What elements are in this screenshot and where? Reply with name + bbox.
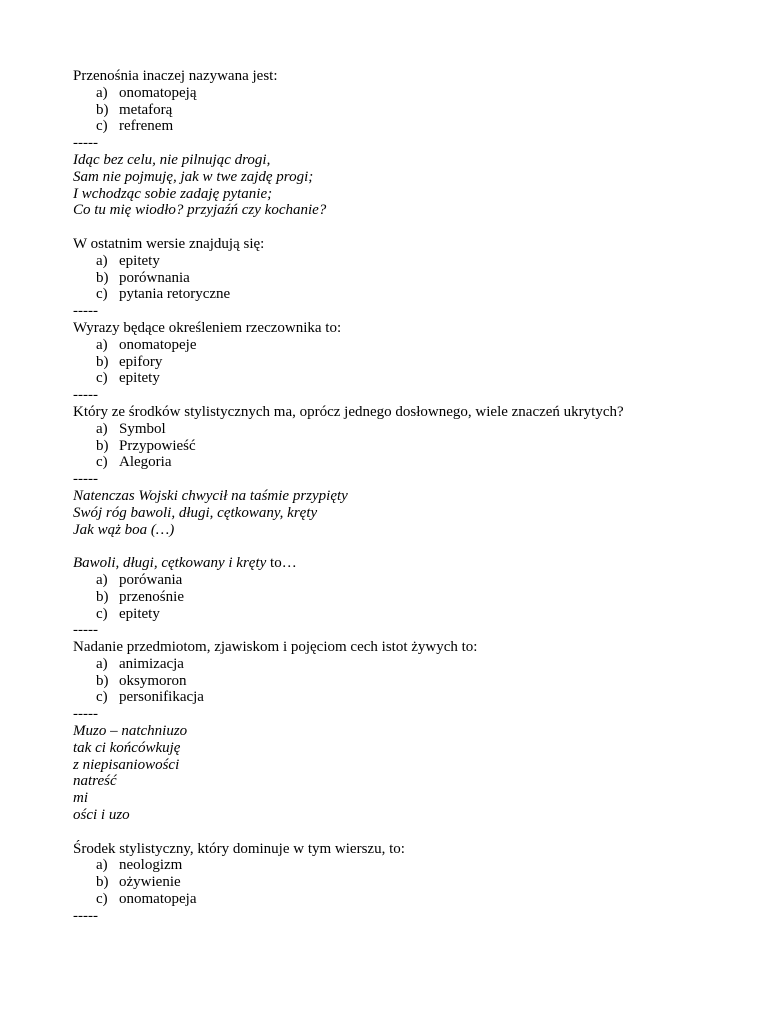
poem-line: Co tu mię wiodło? przyjaźń czy kochanie?: [73, 202, 327, 219]
option-label: b): [96, 588, 109, 605]
option-label: c): [96, 891, 108, 908]
separator: -----: [73, 303, 98, 320]
option-label: b): [96, 874, 109, 891]
option-text: epitety: [119, 370, 160, 387]
poem-line: Natenczas Wojski chwycił na taśmie przypięty: [73, 487, 348, 504]
question-prompt-7: Środek stylistyczny, który dominuje w tym wierszu, to:: [73, 840, 405, 857]
option-label: a): [96, 571, 108, 588]
question-text-5: [73, 555, 733, 572]
answer-option-6-c: [73, 689, 733, 706]
spacer: [73, 538, 733, 555]
quiz-document: [73, 68, 733, 925]
option-text: animizacja: [119, 655, 184, 672]
answer-option-2-b: [73, 270, 733, 287]
question-text-2: [73, 236, 733, 253]
poem-line: z niepisaniowości: [73, 756, 180, 773]
poem-line: natreść: [73, 773, 117, 790]
option-text: metaforą: [119, 101, 173, 118]
answer-option-7-a: [73, 857, 733, 874]
option-text: porówania: [119, 571, 183, 588]
option-text: oksymoron: [119, 672, 187, 689]
option-text: neologizm: [119, 857, 183, 874]
separator: -----: [73, 387, 98, 404]
option-label: b): [96, 437, 109, 454]
option-text: Symbol: [119, 420, 166, 437]
question-text-1: [73, 68, 733, 85]
option-text: epitety: [119, 252, 160, 269]
poem-line: ości i uzo: [73, 807, 130, 824]
question-text-4: [73, 404, 733, 421]
answer-option-5-b: [73, 589, 733, 606]
question-prompt-1: Przenośnia inaczej nazywana jest:: [73, 68, 278, 84]
option-label: a): [96, 336, 108, 353]
option-text: personifikacja: [119, 689, 204, 706]
question-quote-5: Bawoli, długi, cętkowany i kręty: [73, 555, 267, 572]
answer-option-2-c: [73, 286, 733, 303]
option-label: b): [96, 672, 109, 689]
answer-option-3-a: [73, 337, 733, 354]
answer-option-4-b: [73, 438, 733, 455]
poem-line: Swój róg bawoli, długi, cętkowany, kręty: [73, 504, 318, 521]
option-label: c): [96, 454, 108, 471]
answer-option-7-b: [73, 874, 733, 891]
option-label: a): [96, 857, 108, 874]
poem-excerpt-2: [73, 488, 733, 538]
spacer: [73, 219, 733, 236]
option-text: porównania: [119, 269, 190, 286]
option-text: ożywienie: [119, 874, 181, 891]
option-label: b): [96, 101, 109, 118]
option-text: onomatopeją: [119, 84, 197, 101]
option-label: c): [96, 118, 108, 135]
question-text-7: [73, 841, 733, 858]
option-label: c): [96, 370, 108, 387]
poem-line: Idąc bez celu, nie pilnując drogi,: [73, 151, 271, 168]
option-text: Alegoria: [119, 454, 172, 471]
option-text: przenośnie: [119, 588, 184, 605]
option-text: epitety: [119, 605, 160, 622]
option-label: b): [96, 269, 109, 286]
answer-option-4-c: [73, 454, 733, 471]
answer-option-1-b: [73, 102, 733, 119]
separator: -----: [73, 471, 98, 488]
question-text-3: [73, 320, 733, 337]
answer-option-1-a: [73, 85, 733, 102]
option-label: a): [96, 84, 108, 101]
option-label: a): [96, 420, 108, 437]
option-text: epifory: [119, 353, 163, 370]
poem-line: I wchodząc sobie zadaję pytanie;: [73, 185, 273, 202]
answer-option-2-a: [73, 253, 733, 270]
answer-option-4-a: [73, 421, 733, 438]
answer-option-5-c: [73, 606, 733, 623]
poem-line: Jak wąż boa (…): [73, 521, 175, 538]
option-label: a): [96, 655, 108, 672]
separator: -----: [73, 135, 98, 152]
answer-option-1-c: [73, 118, 733, 135]
question-prompt-6: Nadanie przedmiotom, zjawiskom i pojęciom cech istot żywych to:: [73, 639, 478, 656]
spacer: [73, 824, 733, 841]
separator: -----: [73, 907, 98, 924]
separator: -----: [73, 622, 98, 639]
option-text: refrenem: [119, 118, 174, 135]
option-label: c): [96, 286, 108, 303]
option-text: pytania retoryczne: [119, 286, 231, 303]
answer-option-6-b: [73, 673, 733, 690]
option-text: onomatopeja: [119, 891, 197, 908]
option-label: a): [96, 252, 108, 269]
option-text: onomatopeje: [119, 336, 197, 353]
option-label: b): [96, 353, 109, 370]
option-label: c): [96, 605, 108, 622]
question-prompt-3: Wyrazy będące określeniem rzeczownika to:: [73, 319, 342, 336]
question-prompt-5: to…: [266, 555, 297, 572]
poem-excerpt-3: [73, 723, 733, 824]
poem-line: Muzo – natchniuzo: [73, 723, 188, 740]
question-prompt-4: Który ze środków stylistycznych ma, oprócz jednego dosłownego, wiele znaczeń ukrytych?: [73, 403, 624, 420]
question-prompt-2: W ostatnim wersie znajdują się:: [73, 235, 265, 252]
option-text: Przypowieść: [119, 437, 196, 454]
answer-option-6-a: [73, 656, 733, 673]
poem-line: mi: [73, 790, 88, 807]
poem-line: tak ci końcówkuję: [73, 739, 181, 756]
separator: -----: [73, 706, 98, 723]
answer-option-3-c: [73, 370, 733, 387]
poem-line: Sam nie pojmuję, jak w twe zajdę progi;: [73, 168, 314, 185]
answer-option-3-b: [73, 354, 733, 371]
answer-option-7-c: [73, 891, 733, 908]
question-text-6: [73, 639, 733, 656]
option-label: c): [96, 689, 108, 706]
poem-excerpt-1: [73, 152, 733, 219]
answer-option-5-a: [73, 572, 733, 589]
